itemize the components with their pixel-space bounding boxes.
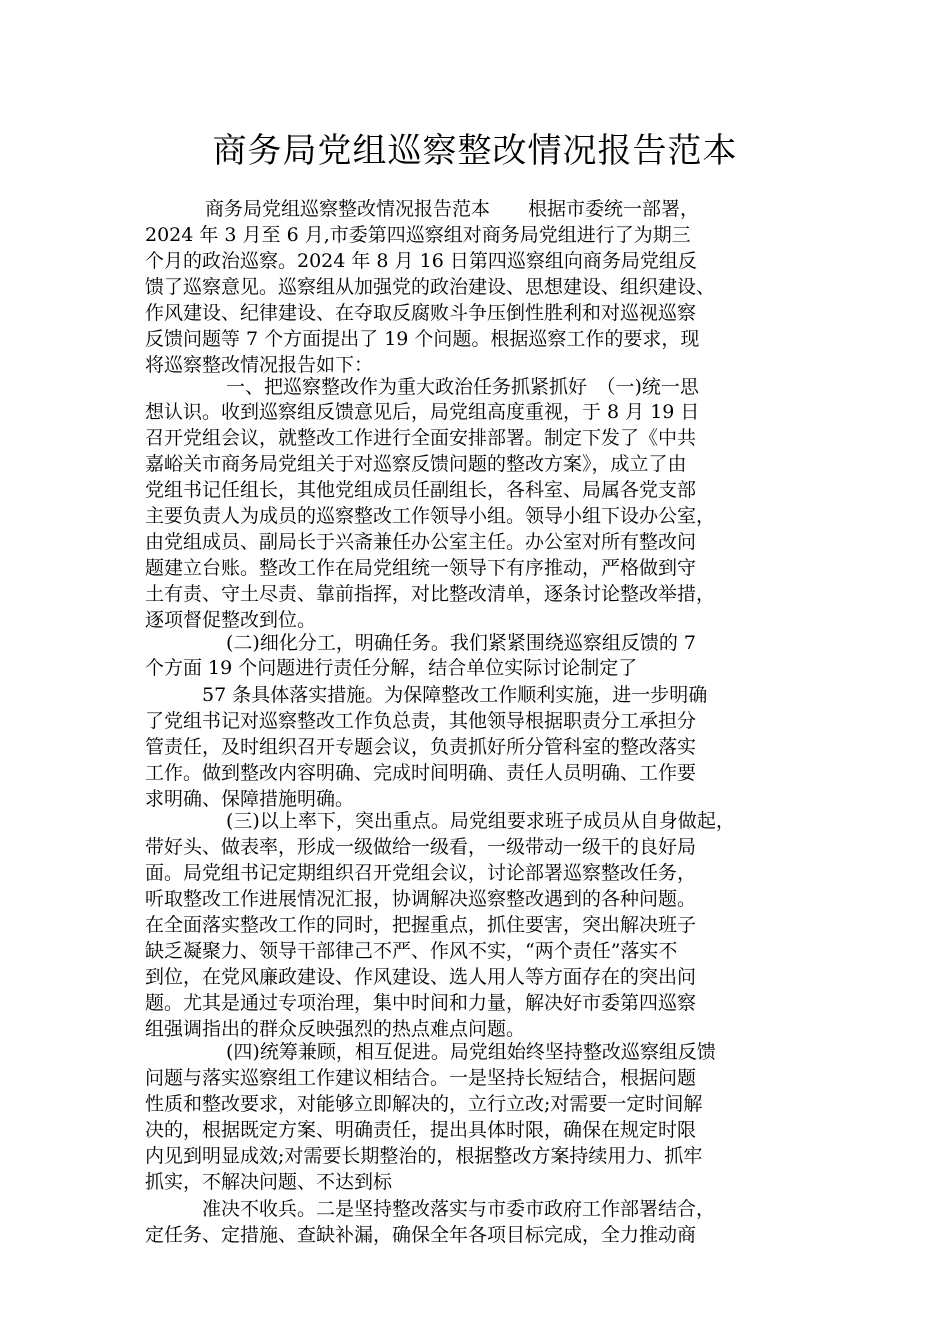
text-line: 缺乏凝聚力、领导干部律己不严、作风不实，“两个责任”落实不 bbox=[145, 940, 678, 962]
text-line: (四)统筹兼顾，相互促进。局党组始终坚持整改巡察组反馈 bbox=[226, 1041, 716, 1063]
text-line: 管责任，及时组织召开专题会议，负责抓好所分管科室的整改落实 bbox=[145, 736, 697, 758]
text-line: 嘉峪关市商务局党组关于对巡察反馈问题的整改方案》，成立了由 bbox=[145, 453, 687, 475]
text-line: (三)以上率下，突出重点。局党组要求班子成员从自身做起， bbox=[226, 810, 735, 832]
text-line: 个方面 19 个问题进行责任分解，结合单位实际讨论制定了 bbox=[145, 657, 638, 679]
text-line: 主要负责人为成员的巡察整改工作领导小组。领导小组下设办公室， bbox=[145, 505, 716, 527]
text-line: 组强调指出的群众反映强烈的热点难点问题。 bbox=[145, 1018, 526, 1040]
text-line: 2024 年 3 月至 6 月,市委第四巡察组对商务局党组进行了为期三 bbox=[145, 224, 691, 246]
text-line: 性质和整改要求，对能够立即解决的，立行立改;对需要一定时间解 bbox=[145, 1093, 703, 1115]
text-line: 逐项督促整改到位。 bbox=[145, 609, 317, 631]
text-line: 工作。做到整改内容明确、完成时间明确、责任人员明确、工作要 bbox=[145, 762, 697, 784]
section-heading: 一、把巡察整改作为重大政治任务抓紧抓好 （一)统一思 bbox=[226, 376, 699, 398]
text-line: 想认识。收到巡察组反馈意见后，局党组高度重视，于 8 月 19 日 bbox=[145, 401, 700, 423]
text-line: 馈了巡察意见。巡察组从加强党的政治建设、思想建设、组织建设、 bbox=[145, 276, 716, 298]
text-line: 57 条具体落实措施。为保障整改工作顺利实施，进一步明确 bbox=[202, 684, 708, 706]
text-line: 个月的政治巡察。2024 年 8 月 16 日第四巡察组向商务局党组反 bbox=[145, 250, 697, 272]
text-line: (二)细化分工，明确任务。我们紧紧围绕巡察组反馈的 7 bbox=[226, 632, 696, 654]
text-line: 抓实，不解决问题、不达到标 bbox=[145, 1171, 393, 1193]
text-line: 土有责、守土尽责、靠前指挥，对比整改清单，逐条讨论整改举措， bbox=[145, 583, 716, 605]
text-line: 将巡察整改情况报告如下： bbox=[145, 354, 374, 376]
text-line: 准决不收兵。二是坚持整改落实与市委市政府工作部署结合， bbox=[202, 1198, 716, 1220]
text-line: 召开党组会议，就整改工作进行全面安排部署。制定下发了《中共 bbox=[145, 427, 697, 449]
text-line: 内见到明显成效;对需要长期整治的，根据整改方案持续用力、抓牢 bbox=[145, 1145, 703, 1167]
text-line: 到位，在党风廉政建设、作风建设、选人用人等方面存在的突出问 bbox=[145, 966, 697, 988]
text-line: 商务局党组巡察整改情况报告范本 根据市委统一部署， bbox=[205, 198, 700, 220]
text-line: 反馈问题等 7 个方面提出了 19 个问题。根据巡察工作的要求，现 bbox=[145, 328, 700, 350]
text-line: 党组书记任组长，其他党组成员任副组长，各科室、局属各党支部 bbox=[145, 479, 697, 501]
text-line: 在全面落实整改工作的同时，把握重点，抓住要害，突出解决班子 bbox=[145, 914, 697, 936]
text-line: 问题与落实巡察组工作建议相结合。一是坚持长短结合，根据问题 bbox=[145, 1067, 697, 1089]
text-line: 带好头、做表率，形成一级做给一级看，一级带动一级干的良好局 bbox=[145, 836, 697, 858]
document-title: 商务局党组巡察整改情况报告范本 bbox=[212, 131, 738, 171]
text-line: 由党组成员、副局长于兴斋兼任办公室主任。办公室对所有整改问 bbox=[145, 531, 697, 553]
text-line: 题。尤其是通过专项治理，集中时间和力量，解决好市委第四巡察 bbox=[145, 992, 697, 1014]
text-line: 求明确、保障措施明确。 bbox=[145, 788, 355, 810]
text-line: 听取整改工作进展情况汇报，协调解决巡察整改遇到的各种问题。 bbox=[145, 888, 697, 910]
text-line: 决的，根据既定方案、明确责任，提出具体时限，确保在规定时限 bbox=[145, 1119, 697, 1141]
text-line: 面。局党组书记定期组织召开党组会议，讨论部署巡察整改任务， bbox=[145, 862, 697, 884]
text-line: 定任务、定措施、查缺补漏，确保全年各项目标完成，全力推动商 bbox=[145, 1224, 697, 1246]
text-line: 作风建设、纪律建设、在夺取反腐败斗争压倒性胜利和对巡视巡察 bbox=[145, 302, 697, 324]
text-line: 题建立台账。整改工作在局党组统一领导下有序推动，严格做到守 bbox=[145, 557, 697, 579]
text-line: 了党组书记对巡察整改工作负总责，其他领导根据职责分工承担分 bbox=[145, 710, 697, 732]
